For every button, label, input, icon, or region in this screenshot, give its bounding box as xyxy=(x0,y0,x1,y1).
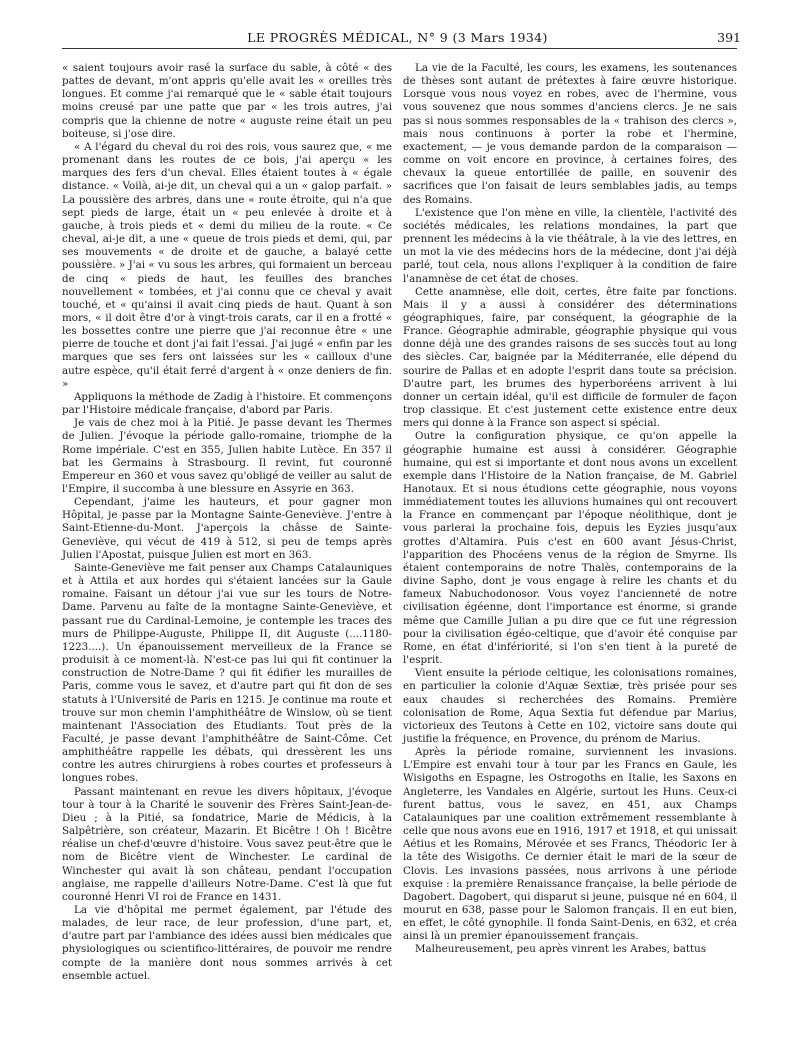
paragraph: La vie de la Faculté, les cours, les examens, les soutenances de thèses sont autant de prétextes à faire œuvre historique. Lorsque vous nous voyez en robes, avec de l'hermine, vous vous souvenez que nous sommes d'anciens clercs. Je ne sais pas si nous sommes responsables de la « trahison des clercs », mais nous continuons à porter la robe et l'hermine, exactement, — je vous demande pardon de la comparaison — comme on voit encore en province, à certaines foires, des chevaux la queue entortillée de paille, en souvenir des sacrifices que l'on faisait de leurs semblables jadis, au temps des Romains. xyxy=(403,62,737,206)
paragraph: Vient ensuite la période celtique, les colonisations romaines, en particulier la colonie d'Aquæ Sextiæ, très prisée pour ses eaux chaudes si recherchées des Romains. Première colonisation de Rome, Aqua Sextia fut défendue par Marius, victorieux des Teutons à Cette en 102, victoire sans doute qui justifie la fréquence, en Provence, du prénom de Marius. xyxy=(403,667,737,745)
paragraph: Sainte-Geneviève me fait penser aux Champs Catalauniques et à Attila et aux hordes qui s'étaient lancées sur la Gaule romaine. Faisant un détour j'ai vue sur les tours de Notre-Dame. Parvenu au faîte de la montagne Sainte-Geneviève, et passant rue du Cardinal-Lemoine, je contemple les traces des murs de Philippe-Auguste, Philippe II, dit Auguste (....1180-1223....). Un épanouissement merveilleux de la France se produisit à ce moment-là. N'est-ce pas lui qui fit continuer la construction de Notre-Dame ? qui fit édifier les murailles de Paris, comme vous le savez, et d'autre part qui fit don de ses statuts à l'Université de Paris en 1215. Je continue ma route et trouve sur mon chemin l'amphithéâtre de Winslow, où se tient maintenant l'Association des Etudiants. Tout près de la Faculté, je passe devant l'amphithéâtre de Saint-Côme. Cet amphithéâtre rappelle les débats, qui dressèrent les uns contre les autres chirurgiens à robes courtes et professeurs à longues robes. xyxy=(62,561,392,785)
paragraph: Malheureusement, peu après vinrent les Arabes, battus xyxy=(415,943,707,956)
left-column xyxy=(62,62,392,983)
paragraph: La vie d'hôpital me permet également, par l'étude des malades, de leur race, de leur profession, d'une part, et, d'autre part par l'ambiance des idées aussi bien médicales que physiologiques ou scientifico-littéraires, de pouvoir me rendre compte de la manière dont nous sommes arrivés à cet ensemble actuel. xyxy=(62,904,392,982)
page-number: 391 xyxy=(717,30,741,45)
paragraph: Passant maintenant en revue les divers hôpitaux, j'évoque tour à tour à la Charité le souvenir des Frères Saint-Jean-de-Dieu ; à la Pitié, sa fondatrice, Marie de Médicis, à la Salpêtrière, son créateur, Mazarin. Et Bicêtre ! Oh ! Bicêtre réalise un chef-d'œuvre d'histoire. Vous savez peut-être que le nom de Bicêtre vient de Winchester. Le cardinal de Winchester qui avait là son château, pendant l'occupation anglaise, me rappelle d'ailleurs Notre-Dame. C'est là que fut couronné Henri VI roi de France en 1431. xyxy=(62,785,392,903)
paragraph: Cependant, j'aime les hauteurs, et pour gagner mon Hôpital, je passe par la Montagne Sainte-Geneviève. J'entre à Saint-Etienne-du-Mont. J'aperçois la châsse de Sainte-Geneviève, qui vécut de 419 à 512, si peu de temps après Julien l'Apostat, puisque Julien est mort en 363. xyxy=(62,496,392,561)
paragraph: Appliquons la méthode de Zadig à l'histoire. Et commençons par l'Histoire médicale française, d'abord par Paris. xyxy=(62,390,392,417)
header-rule xyxy=(62,48,737,49)
paragraph: « A l'égard du cheval du roi des rois, vous saurez que, « me promenant dans les routes de ce bois, j'ai aperçu « les marques des fers d'un cheval. Elles étaient toutes à « égale distance. « Voilà, ai-je dit, un cheval qui a un « galop parfait. » La poussière des arbres, dans une « route étroite, qui n'a que sept pieds de large, était un « peu enlevée à droite et à gauche, à trois pieds et « demi du milieu de la route. « Ce cheval, ai-je dit, a une « queue de trois pieds et demi, qui, par ses mouvements « de droite et de gauche, a balayé cette poussière. » J'ai « vu sous les arbres, qui formaient un berceau de cinq « pieds de haut, les feuilles des branches nouvellement « tombées, et j'ai connu que ce cheval y avait touché, et « qu'ainsi il avait cinq pieds de haut. Quant à son mors, « il doit être d'or à vingt-trois carats, car il en a frotté « les bossettes contre une pierre que j'ai reconnue être « une pierre de touche et dont j'ai fait l'essai. J'ai jugé « enfin par les marques que ses fers ont laissées sur les « cailloux d'une autre espèce, qu'il était ferré d'argent à « onze deniers de fin. » xyxy=(62,140,392,390)
paragraph: « saient toujours avoir rasé la surface du sable, à côté « des pattes de devant, m'ont appris qu'elle avait les « oreilles très longues. Et comme j'ai remarqué que le « sable était toujours moins creusé par une patte que par « les trois autres, j'ai compris que la chienne de notre « auguste reine était un peu boiteuse, si j'ose dire. xyxy=(62,62,392,140)
running-head xyxy=(60,30,741,48)
paragraph: Je vais de chez moi à la Pitié. Je passe devant les Thermes de Julien. J'évoque la période gallo-romaine, triomphe de la Rome impériale. C'est en 355, Julien habite Lutèce. En 357 il bat les Germains à Strasbourg. Il revint, fut couronné Empereur en 360 et vous savez qu'obligé de veiller au salut de l'Empire, il succomba à une blessure en Assyrie en 363. xyxy=(62,417,392,495)
paragraph: Après la période romaine, surviennent les invasions. L'Empire est envahi tour à tour par les Francs en Gaule, les Wisigoths en Espagne, les Ostrogoths en Italie, les Saxons en Angleterre, les Vandales en Algérie, surtout les Huns. Ceux-ci furent battus, vous le savez, en 451, aux Champs Catalauniques par une coalition extrêmement ressemblante à celle que nous avons eue en 1916, 1917 et 1918, et qui unissait Aétius et les Romains, Mérovée et ses Francs, Théodoric Ier à la tête des Wisigoths. Ce dernier était le mari de la sœur de Clovis. Les invasions passées, nous arrivons à une période exquise : la première Renaissance française, la belle période de Dagobert. Dagobert, qui disparut si jeune, puisque né en 604, il mourut en 638, passe pour le Salomon français. Il en eut bien, en effet, le côté gynophile. Il fonda Saint-Denis, en 632, et créa ainsi là un premier épanouissement français. xyxy=(403,746,737,943)
right-column xyxy=(403,62,737,957)
paragraph: Cette anamnèse, elle doit, certes, être faite par fonctions. Mais il y a aussi à considérer des déterminations géographiques, faire, par conséquent, la géographie de la France. Géographie admirable, géographie physique qui vous donne déjà une des grandes raisons de ses succès tout au long des siècles. Car, baignée par la Méditerranée, elle dépend du sourire de Pallas et en adopte l'esprit dans toute sa précision. D'autre part, les brumes des hyperboréens arrivent à lui donner un certain idéal, qu'il est difficile de formuler de façon trop classique. Et c'est justement cette existence entre deux mers qui donne à la France son aspect si spécial. xyxy=(403,285,737,430)
running-title: LE PROGRÈS MÉDICAL, N° 9 (3 Mars 1934) xyxy=(247,30,548,45)
paragraph: L'existence que l'on mène en ville, la clientèle, l'activité des sociétés médicales, les relations mondaines, la part que prennent les médecins à la vie théâtrale, à la vie des lettres, en un mot la vie des médecins hors de la médecine, dont j'ai déjà parlé, tout cela, nous allons l'expliquer à la condition de faire l'anamnèse de cet état de choses. xyxy=(403,206,737,285)
paragraph: Outre la configuration physique, ce qu'on appelle la géographie humaine est aussi à considérer. Géographie humaine, qui est si importante et dont nous avons un excellent exemple dans l'Histoire de la Nation française, de M. Gabriel Hanotaux. Et si nous étudions cette géographie, nous voyons immédiatement toutes les alluvions humaines qui ont recouvert la France en commençant par l'époque néolithique, dont je vous parlerai la prochaine fois, depuis les Eyzies jusqu'aux grottes d'Altamira. Puis c'est en 600 avant Jésus-Christ, l'apparition des Phocéens venus de la région de Smyrne. Ils étaient contemporains de notre Thalès, contemporains de la divine Sapho, dont je vous engage à relire les chants et du fameux Nabuchodonosor. Vous voyez l'ancienneté de notre civilisation égéenne, dont l'importance est énorme, si grande même que Camille Julian a pu dire que ce fut une régression pour la civilisation égéo-celtique, que d'avoir été conquise par Rome, en état d'infériorité, si l'on s'en tient à la pureté de l'esprit. xyxy=(403,430,737,667)
